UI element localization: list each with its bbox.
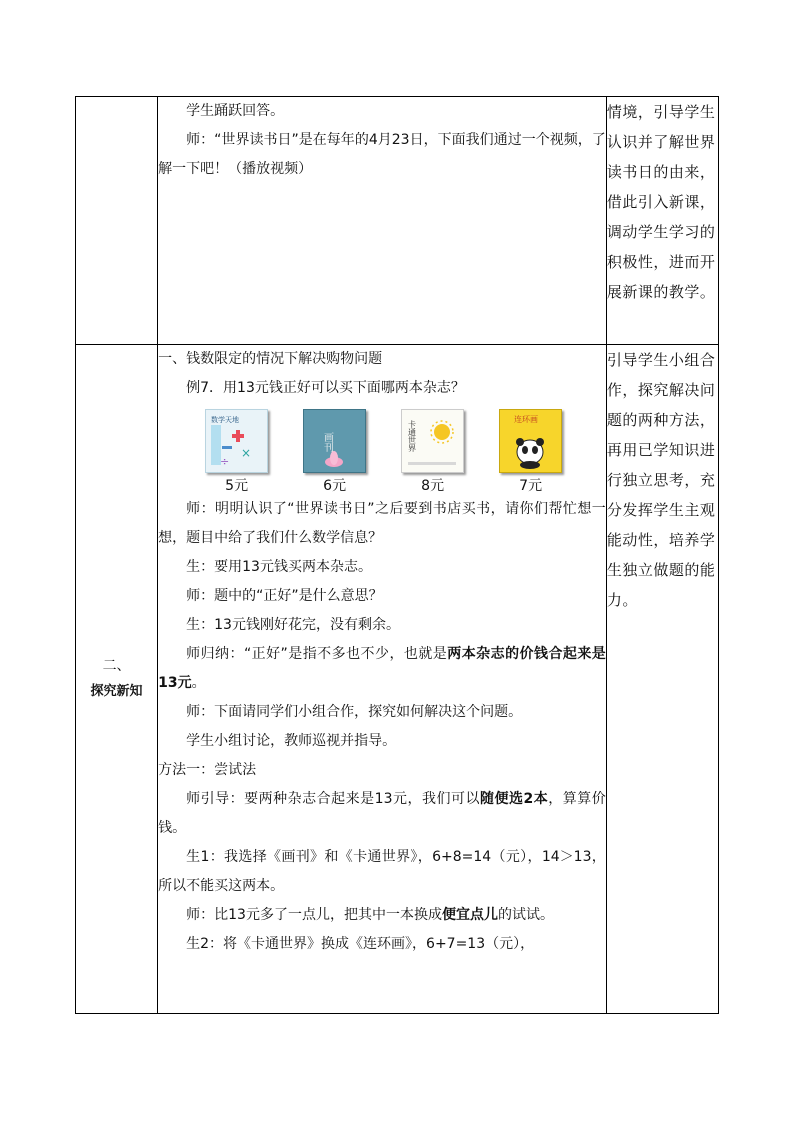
cover-title: 画刊 — [321, 432, 333, 452]
subheading: 一、钱数限定的情况下解决购物问题 — [158, 351, 383, 367]
magazine-list — [158, 409, 606, 495]
content-cell — [158, 345, 607, 1014]
paragraph: 生2：将《卡通世界》换成《连环画》，6+7=13（元）， — [186, 936, 535, 952]
cartoon-magazine-cover-image — [401, 409, 464, 473]
magazine-item — [498, 409, 563, 495]
paragraph: 师：下面请同学们小组合作，探究如何解决这个问题。 — [186, 704, 523, 720]
table-row — [76, 97, 719, 345]
paragraph — [158, 785, 606, 843]
text-run: 师：比13元多了一点儿，把其中一本换成 — [186, 907, 442, 923]
art-magazine-cover-image — [303, 409, 366, 473]
svg-text:÷: ÷ — [220, 455, 230, 468]
bold-text: 两本杂志的价钱合起来是13元 — [158, 646, 606, 691]
paragraph: 生：要用13元钱买两本杂志。 — [186, 559, 372, 575]
example-question: 例7．用13元钱正好可以买下面哪两本杂志？ — [186, 380, 465, 396]
magazine-item — [400, 409, 465, 495]
section-label-cell — [76, 345, 158, 1014]
magazine-price: 5元 — [225, 478, 249, 494]
table-row — [76, 345, 719, 1014]
content-cell — [158, 97, 607, 345]
cover-title: 卡通世界 — [407, 420, 417, 452]
paragraph: 生：13元钱刚好花完，没有剩余。 — [186, 617, 400, 633]
design-intent-cell: 情境，引导学生认识并了解世界读书日的由来，借此引入新课，调动学生学习的积极性，进而开展新课的教学。 — [606, 97, 718, 345]
text-run: ，算算价钱。 — [158, 791, 606, 836]
magazine-item — [302, 409, 367, 495]
paragraph — [158, 640, 606, 698]
section-name: 探究新知 — [90, 684, 143, 699]
bold-text: 便宜点儿 — [441, 907, 498, 923]
paragraph: 师：“世界读书日”是在每年的4月23日，下面我们通过一个视频，了解一下吧！（播放视频） — [158, 132, 606, 177]
magazine-price: 7元 — [519, 478, 543, 494]
text-run: 师归纳：“正好”是指不多也不少，也就是 — [186, 646, 448, 662]
math-magazine-cover-image — [205, 409, 268, 473]
magazine-price: 6元 — [323, 478, 347, 494]
svg-text:×: × — [241, 446, 252, 460]
bold-text: 随便选2本 — [480, 791, 549, 807]
magazine-price: 8元 — [421, 478, 445, 494]
text-run: 的试试。 — [497, 907, 554, 923]
text-run: 师引导：要两种杂志合起来是13元，我们可以 — [186, 791, 481, 807]
paragraph: 师：明明认识了“世界读书日”之后要到书店买书，请你们帮忙想一想，题目中给了我们什么数学信息？ — [158, 501, 606, 546]
paragraph: 学生踊跃回答。 — [186, 103, 285, 119]
comic-magazine-cover-image — [499, 409, 562, 473]
paragraph: 生1：我选择《画刊》和《卡通世界》，6+8=14（元），14＞13，所以不能买这两本。 — [158, 849, 606, 894]
section-label-cell-empty — [76, 97, 158, 345]
paragraph: 师：题中的“正好”是什么意思？ — [186, 588, 383, 604]
cover-title: 连环画 — [514, 415, 539, 424]
section-number: 二、 — [102, 658, 131, 674]
design-intent-cell: 引导学生小组合作，探究解决问题的两种方法，再用已学知识进行独立思考，充分发挥学生主观能动性，培养学生独立做题的能力。 — [606, 345, 718, 1014]
text-run: 。 — [191, 675, 206, 691]
paragraph: 学生小组讨论，教师巡视并指导。 — [186, 733, 397, 749]
cover-title: 数学天地 — [211, 416, 240, 424]
paragraph — [158, 901, 606, 930]
lesson-plan-table — [75, 96, 719, 1014]
magazine-item — [204, 409, 269, 495]
method-heading: 方法一：尝试法 — [158, 762, 257, 778]
